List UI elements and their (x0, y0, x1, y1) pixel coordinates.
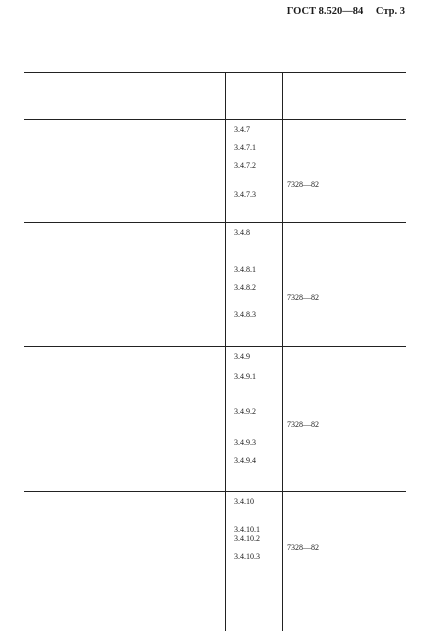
s2-clause-4: 3.4.8.3 (234, 310, 256, 319)
s3-clause-2: 3.4.9.1 (234, 372, 256, 381)
s4-standard: 7328—82 (287, 543, 319, 552)
page-number: 3 (399, 6, 405, 17)
doc-id: ГОСТ 8.520—84 (286, 6, 364, 17)
rule-header (24, 119, 406, 120)
s2-clause-2: 3.4.8.1 (234, 265, 256, 274)
s3-clause-4: 3.4.9.3 (234, 438, 256, 447)
s3-clause-1: 3.4.9 (234, 352, 250, 361)
s1-clause-1: 3.4.7 (234, 125, 250, 134)
col-rule-2 (282, 72, 283, 631)
s2-clause-3: 3.4.8.2 (234, 283, 256, 292)
s4-clause-2: 3.4.10.1 (234, 525, 260, 534)
s1-standard: 7328—82 (287, 180, 319, 189)
s4-clause-3: 3.4.10.2 (234, 534, 260, 543)
s2-standard: 7328—82 (287, 293, 319, 302)
s1-clause-3: 3.4.7.2 (234, 161, 256, 170)
s3-standard: 7328—82 (287, 420, 319, 429)
page-header (287, 6, 405, 17)
rule-section-4 (24, 491, 406, 492)
page-label: Стр. (375, 6, 398, 17)
s2-clause-1: 3.4.8 (234, 228, 250, 237)
s4-clause-4: 3.4.10.3 (234, 552, 260, 561)
col-rule-1 (225, 72, 226, 631)
rule-section-2 (24, 222, 406, 223)
rule-section-3 (24, 346, 406, 347)
s3-clause-5: 3.4.9.4 (234, 456, 256, 465)
s4-clause-1: 3.4.10 (234, 497, 254, 506)
rule-top (24, 72, 406, 73)
s1-clause-2: 3.4.7.1 (234, 143, 256, 152)
s3-clause-3: 3.4.9.2 (234, 407, 256, 416)
s1-clause-4: 3.4.7.3 (234, 190, 256, 199)
